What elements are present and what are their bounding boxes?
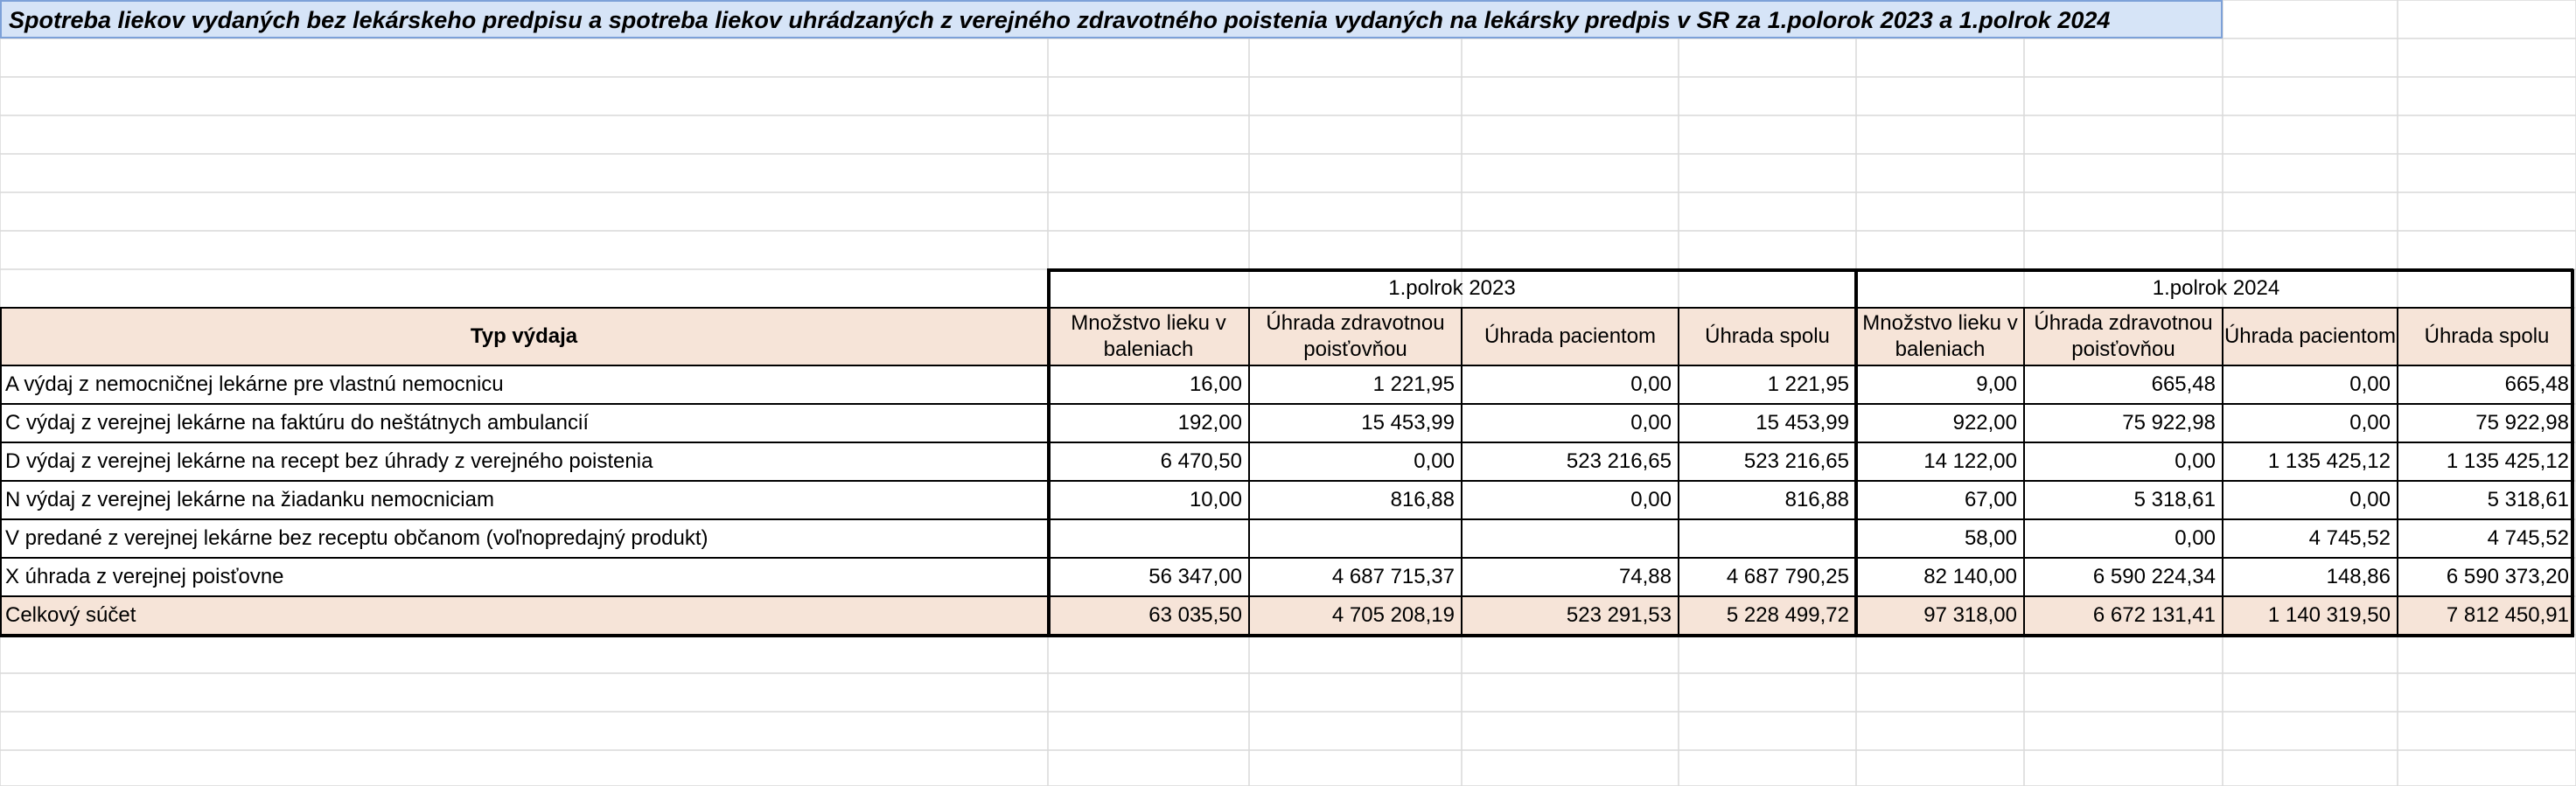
table-cell-2023[interactable]: 0,00 [1414,449,1455,473]
table-cell-2023[interactable]: 816,88 [1784,488,1849,511]
table-border [1678,308,1679,635]
row-label[interactable]: V predané z verejnej lekárne bez receptu občanom (voľnopredajný produkt) [5,526,709,550]
table-cell-2024[interactable]: 0,00 [2349,488,2391,511]
table-cell-2023[interactable]: 192,00 [1177,411,1242,435]
row-label[interactable]: X úhrada z verejnej poisťovne [5,565,284,588]
column-header-2024[interactable]: Úhrada spolu [2424,324,2550,348]
table-cell-2024[interactable]: 0,00 [2175,449,2216,473]
table-border [0,307,2574,309]
table-cell-2023[interactable]: 74,88 [1618,565,1672,588]
table-cell-2023[interactable]: 523 216,65 [1566,449,1672,473]
table-border [0,480,2574,482]
table-cell-2024[interactable]: 4 745,52 [2487,526,2569,550]
table-cell-2024[interactable]: 82 140,00 [1923,565,2017,588]
table-border [2397,308,2398,635]
column-header-2023[interactable]: Úhrada zdravotnou poisťovňou [1266,311,1445,361]
total-label[interactable]: Celkový súčet [5,603,136,627]
table-cell-2024[interactable]: 58,00 [1964,526,2017,550]
total-cell-2024[interactable]: 97 318,00 [1923,603,2017,627]
row-label[interactable]: D výdaj z verejnej lekárne na recept bez úhrady z verejného poistenia [5,449,653,473]
table-cell-2023[interactable]: 4 687 715,37 [1331,565,1455,588]
table-cell-2024[interactable]: 665,48 [2151,372,2216,396]
table-cell-2023[interactable]: 0,00 [1630,411,1672,435]
table-cell-2024[interactable]: 665,48 [2504,372,2569,396]
table-cell-2023[interactable]: 6 470,50 [1160,449,1242,473]
table-border [1248,308,1250,635]
table-cell-2023[interactable]: 0,00 [1630,488,1672,511]
total-cell-2024[interactable]: 6 672 131,41 [2092,603,2216,627]
table-cell-2023[interactable]: 523 216,65 [1743,449,1849,473]
table-border [1854,269,1858,636]
table-border [1461,308,1463,635]
table-border [0,308,2,635]
table-cell-2024[interactable]: 75 922,98 [2122,411,2216,435]
table-border [0,634,2574,637]
total-cell-2023[interactable]: 523 291,53 [1566,603,1672,627]
table-cell-2023[interactable] [1249,519,1462,558]
table-cell-2024[interactable]: 14 122,00 [1923,449,2017,473]
table-border [0,365,2574,366]
table-cell-2023[interactable]: 816,88 [1390,488,1455,511]
table-cell-2024[interactable]: 0,00 [2175,526,2216,550]
total-cell-2024[interactable]: 7 812 450,91 [2446,603,2569,627]
table-border [2571,269,2574,636]
sheet-title[interactable]: Spotreba liekov vydaných bez lekárskeho predpisu a spotreba liekov uhrádzaných z verejného zdravotného poistenia vydaných na lekársky predpis v SR za 1.polorok 2023 a 1.polrok 2024 [0,0,2223,38]
table-cell-2024[interactable]: 5 318,61 [2133,488,2216,511]
table-border [1047,269,1051,636]
row-label[interactable]: N výdaj z verejnej lekárne na žiadanku nemocniciam [5,488,494,511]
table-border [0,518,2574,520]
column-header-2023[interactable]: Množstvo lieku v baleniach [1071,311,1226,361]
table-border [2222,308,2223,635]
table-border [2023,308,2025,635]
column-header-2024[interactable]: Množstvo lieku v baleniach [1862,311,2018,361]
table-cell-2023[interactable] [1048,519,1249,558]
table-border [0,403,2574,405]
period-header-2023[interactable]: 1.polrok 2023 [1388,276,1516,300]
table-cell-2024[interactable]: 9,00 [1976,372,2017,396]
table-border [0,557,2574,559]
table-cell-2023[interactable]: 4 687 790,25 [1726,565,1849,588]
table-cell-2024[interactable]: 67,00 [1964,488,2017,511]
table-cell-2024[interactable]: 922,00 [1952,411,2017,435]
table-cell-2023[interactable]: 56 347,00 [1148,565,1242,588]
total-cell-2023[interactable]: 63 035,50 [1148,603,1242,627]
table-cell-2023[interactable] [1462,519,1679,558]
total-cell-2023[interactable]: 4 705 208,19 [1331,603,1455,627]
table-cell-2023[interactable]: 1 221,95 [1372,372,1455,396]
table-cell-2023[interactable]: 0,00 [1630,372,1672,396]
table-cell-2024[interactable]: 0,00 [2349,372,2391,396]
table-cell-2023[interactable]: 15 453,99 [1756,411,1849,435]
table-cell-2024[interactable]: 148,86 [2326,565,2391,588]
table-cell-2024[interactable]: 75 922,98 [2475,411,2569,435]
type-header[interactable]: Typ výdaja [470,324,578,348]
total-cell-2024[interactable]: 1 140 319,50 [2267,603,2391,627]
total-cell-2023[interactable]: 5 228 499,72 [1726,603,1849,627]
row-label[interactable]: A výdaj z nemocničnej lekárne pre vlastnú nemocnicu [5,372,504,396]
table-cell-2023[interactable]: 15 453,99 [1361,411,1455,435]
table-cell-2024[interactable]: 1 135 425,12 [2446,449,2569,473]
table-border [1047,268,2573,272]
table-cell-2023[interactable]: 16,00 [1189,372,1242,396]
period-header-2024[interactable]: 1.polrok 2024 [2152,276,2280,300]
table-cell-2024[interactable]: 6 590 373,20 [2446,565,2569,588]
table-cell-2024[interactable]: 5 318,61 [2487,488,2569,511]
table-border [0,442,2574,443]
table-cell-2024[interactable]: 0,00 [2349,411,2391,435]
table-cell-2024[interactable]: 4 745,52 [2308,526,2391,550]
column-header-2024[interactable]: Úhrada zdravotnou poisťovňou [2034,311,2213,361]
row-label[interactable]: C výdaj z verejnej lekárne na faktúru do neštátnych ambulancií [5,411,590,435]
column-header-2024[interactable]: Úhrada pacientom [2223,324,2397,348]
column-header-2023[interactable]: Úhrada pacientom [1483,324,1657,348]
table-border [0,595,2574,597]
table-cell-2023[interactable] [1679,519,1856,558]
table-cell-2024[interactable]: 6 590 224,34 [2092,565,2216,588]
table-cell-2023[interactable]: 10,00 [1189,488,1242,511]
table-cell-2023[interactable]: 1 221,95 [1767,372,1849,396]
column-header-2023[interactable]: Úhrada spolu [1705,324,1830,348]
table-cell-2024[interactable]: 1 135 425,12 [2267,449,2391,473]
